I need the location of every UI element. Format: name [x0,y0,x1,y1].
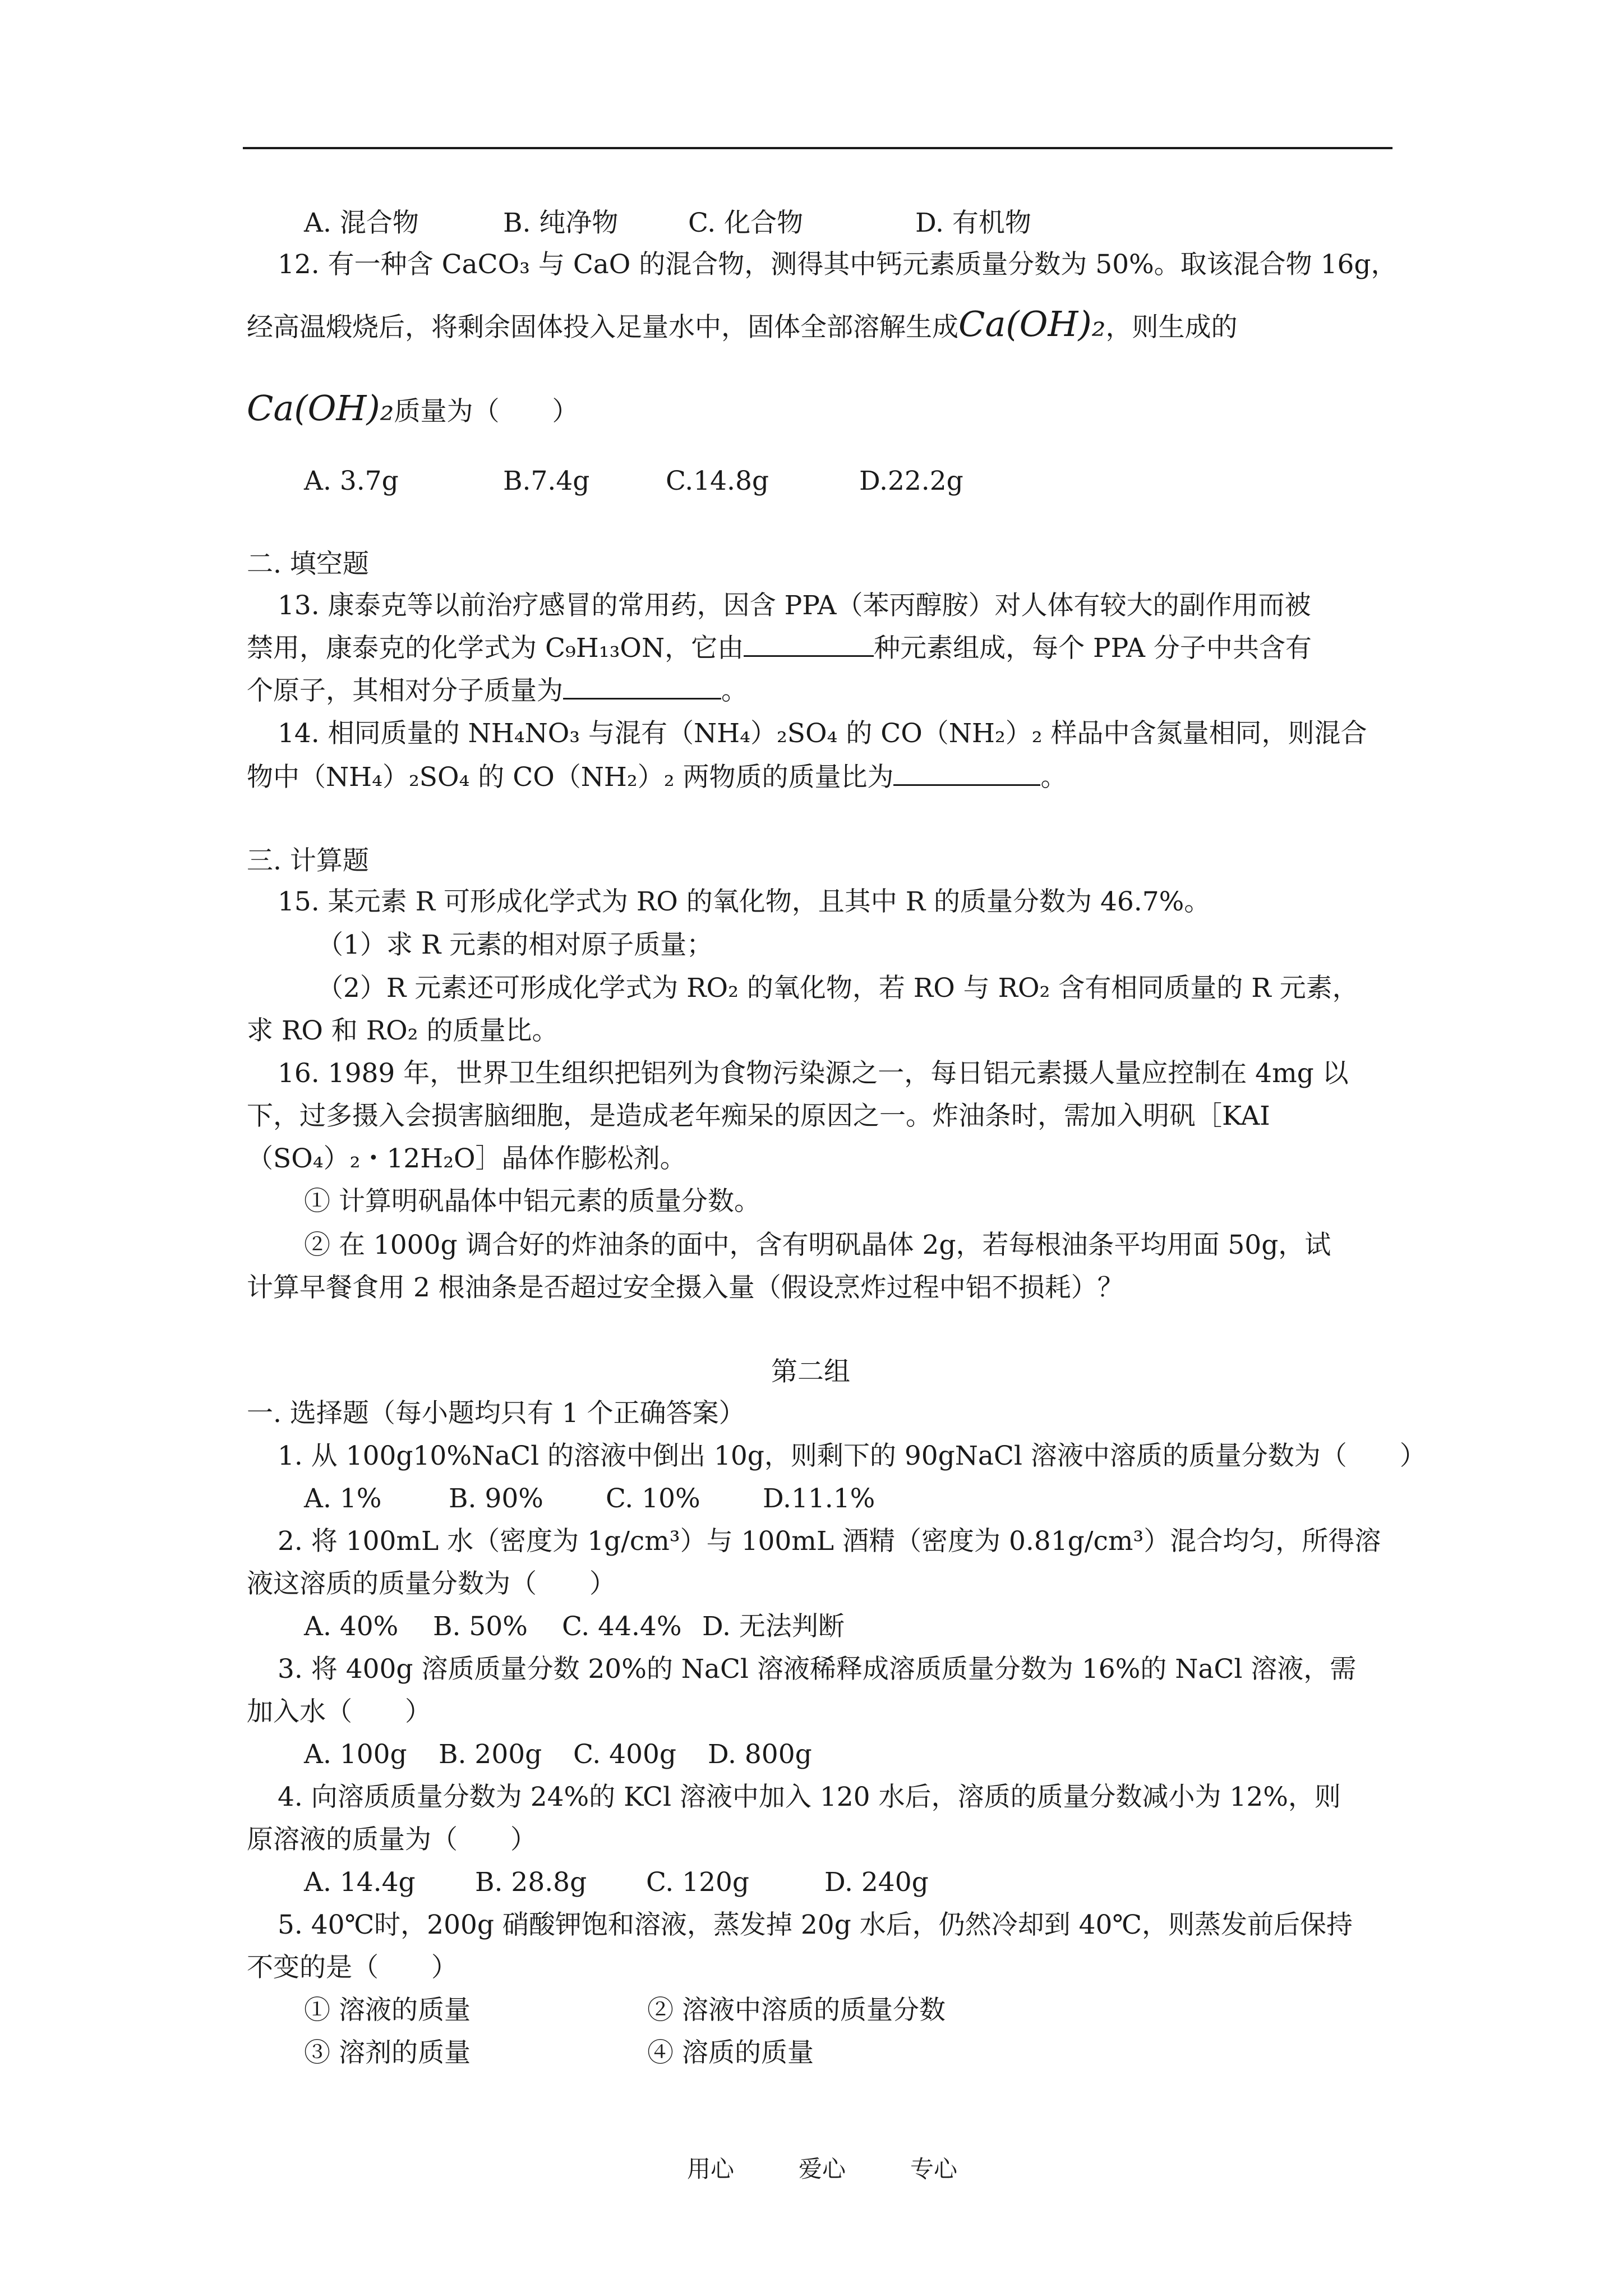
option-d: D. 800g [708,1739,812,1770]
answer-blank[interactable] [563,674,721,700]
option-d: D. 240g [824,1867,929,1898]
q15-sub2b: 求 RO 和 RO₂ 的质量比。 [247,1015,559,1046]
q15-sub1: （1）求 R 元素的相对原子质量； [317,930,713,960]
q12-line2-text: 经高温煅烧后，将剩余固体投入足量水中，固体全部溶解生成 [247,312,958,343]
section-title: 一. 选择题（每小题均只有 1 个正确答案） [247,1398,745,1429]
g2q2-line1: 2. 将 100mL 水（密度为 1g/cm³）与 100mL 酒精（密度为 0.81g/cm³）混合均匀，所得溶 [278,1526,1381,1557]
option-b: B. 200g [439,1739,542,1770]
option-c: C. 10% [606,1483,700,1514]
q16-item2b: 计算早餐食用 2 根油条是否超过安全摄入量（假设烹炸过程中铝不损耗）？ [247,1272,1124,1303]
q12-line3 [247,388,579,429]
q16-line1: 16. 1989 年，世界卫生组织把铝列为食物污染源之一，每日铝元素摄人量应控制在 4mg 以 [278,1058,1349,1089]
option-c: C. 44.4% [562,1611,682,1642]
g2q5-line2: 不变的是（ ） [247,1952,458,1983]
g2q5-line1: 5. 40℃时，200g 硝酸钾饱和溶液，蒸发掉 20g 水后，仍然冷却到 40℃，则蒸发前后保持 [278,1910,1353,1940]
g2q2-options [304,1610,845,1644]
option-a: A. 14.4g [304,1867,416,1898]
option-b: B. 28.8g [475,1867,587,1898]
q13-line2-end: 种元素组成，每个 PPA 分子中共含有 [874,633,1312,664]
formula-caoh2: Ca(OH)₂ [958,303,1106,344]
page-footer [687,2151,1022,2184]
g2q5-items-row1 [304,1994,946,2027]
q14-line2 [247,761,1067,794]
q12-line1: 12. 有一种含 CaCO₃ 与 CaO 的混合物，测得其中钙元素质量分数为 50%。取该混合物 16g， [278,249,1398,280]
q16-item2: ② 在 1000g 调合好的炸油条的面中，含有明矾晶体 2g，若每根油条平均用面 50g，试 [304,1230,1331,1260]
g2q5-items-row2 [304,2036,814,2070]
g2q3-line2: 加入水（ ） [247,1696,431,1727]
q13-line1: 13. 康泰克等以前治疗感冒的常用药，因含 PPA（苯丙醇胺）对人体有较大的副作用而被 [278,590,1311,621]
q13-line3-end: 。 [721,675,748,706]
q14-line2-end: 。 [1040,762,1067,793]
option-c: C.14.8g [666,466,769,496]
q15-line1: 15. 某元素 R 可形成化学式为 RO 的氧化物，且其中 R 的质量分数为 46.7%。 [278,886,1211,917]
footer-text: 专心 [910,2155,958,2183]
option-b: B. 50% [433,1611,528,1642]
q14-line1: 14. 相同质量的 NH₄NO₃ 与混有（NH₄）₂SO₄ 的 CO（NH₂）₂ 样品中含氮量相同，则混合 [278,718,1367,749]
g2q4-options [304,1866,929,1899]
option-a: A. 3.7g [304,466,399,496]
q13-line2 [247,632,1312,665]
option-a: A. 100g [304,1739,407,1770]
g2q3-line1: 3. 将 400g 溶质质量分数 20%的 NaCl 溶液稀释成溶质质量分数为 16%的 NaCl 溶液，需 [278,1654,1357,1685]
section-title: 三. 计算题 [247,845,369,876]
q14-line2-text: 物中（NH₄）₂SO₄ 的 CO（NH₂）₂ 两物质的质量比为 [247,762,894,793]
option-d: D.22.2g [859,466,963,496]
option-d: D. 无法判断 [702,1611,845,1642]
g2q4-line1: 4. 向溶质质量分数为 24%的 KCl 溶液中加入 120 水后，溶质的质量分数减小为 12%，则 [278,1782,1341,1812]
option-d: D. 有机物 [915,208,1031,238]
g2q2-line2: 液这溶质的质量分数为（ ） [247,1568,616,1599]
g2q1-options [304,1482,875,1516]
g2q3-options [304,1738,812,1772]
option-a: A. 1% [304,1483,382,1514]
footer-text: 爱心 [799,2155,846,2183]
option-b: B. 90% [449,1483,543,1514]
answer-blank[interactable] [893,761,1040,786]
section-title: 二. 填空题 [247,549,369,579]
list-item: ① 溶液的质量 [304,1995,471,2026]
q15-sub2: （2）R 元素还可形成化学式为 RO₂ 的氧化物，若 RO 与 RO₂ 含有相同质量的 R 元素， [317,973,1359,1004]
header-rule [243,147,1393,149]
group-title: 第二组 [771,1356,850,1387]
q16-item1: ① 计算明矾晶体中铝元素的质量分数。 [304,1186,760,1217]
option-c: C. 120g [646,1867,749,1898]
g2q4-line2: 原溶液的质量为（ ） [247,1824,537,1855]
q13-line3 [247,674,748,708]
q16-line2: 下，过多摄入会损害脑细胞，是造成老年痴呆的原因之一。炸油条时，需加入明矾［KAI [247,1101,1270,1131]
option-a: A. 混合物 [304,208,419,238]
q12-options [304,464,963,498]
option-a: A. 40% [304,1611,399,1642]
q12-line2-end: ，则生成的 [1105,312,1238,343]
q13-line2-text: 禁用，康泰克的化学式为 C₉H₁₃ON，它由 [247,633,744,664]
footer-text: 用心 [687,2155,735,2183]
formula-caoh2: Ca(OH)₂ [247,388,394,429]
q12-line2 [247,303,1238,344]
list-item: ④ 溶质的质量 [647,2037,814,2068]
option-b: B.7.4g [503,466,590,496]
q13-line3-text: 个原子，其相对分子质量为 [247,675,563,706]
option-c: C. 400g [573,1739,676,1770]
q16-line3: （SO₄）₂・12H₂O］晶体作膨松剂。 [247,1143,686,1174]
option-c: C. 化合物 [688,208,804,238]
list-item: ② 溶液中溶质的质量分数 [647,1995,946,2026]
option-d: D.11.1% [763,1483,875,1514]
list-item: ③ 溶剂的质量 [304,2037,471,2068]
g2q1-line1: 1. 从 100g10%NaCl 的溶液中倒出 10g，则剩下的 90gNaCl 溶液中溶质的质量分数为（ ） [278,1441,1426,1471]
option-b: B. 纯净物 [503,208,619,238]
q12-line3-text: 质量为（ ） [394,396,579,427]
q11-options [304,206,1031,240]
answer-blank[interactable] [744,632,874,657]
